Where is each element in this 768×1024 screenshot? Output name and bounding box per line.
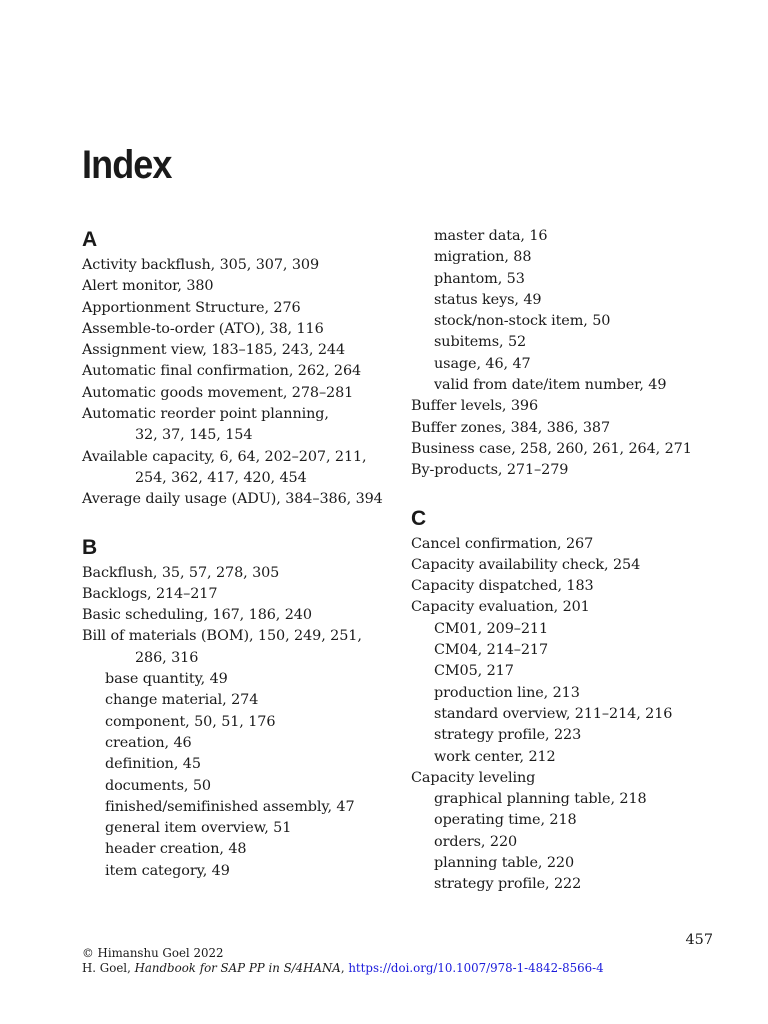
citation-line — [82, 961, 604, 976]
index-subentry: planning table, 220 — [434, 855, 574, 872]
index-entry: Buffer zones, 384, 386, 387 — [411, 419, 611, 436]
index-subentry: general item overview, 51 — [105, 820, 292, 837]
index-column-right — [411, 226, 731, 896]
index-subentry: status keys, 49 — [434, 291, 542, 308]
index-entry: Apportionment Structure, 276 — [82, 299, 301, 316]
footer — [82, 946, 604, 975]
index-entry: Capacity leveling — [411, 769, 536, 786]
index-entry: Backlogs, 214–217 — [82, 585, 218, 602]
index-entry: Business case, 258, 260, 261, 264, 271 — [411, 440, 692, 457]
index-entry-continuation: 32, 37, 145, 154 — [135, 427, 253, 444]
index-subentry: CM04, 214–217 — [434, 642, 549, 659]
index-entry: Alert monitor, 380 — [82, 278, 214, 295]
index-subentry: stock/non-stock item, 50 — [434, 313, 611, 330]
index-subentry: work center, 212 — [434, 748, 556, 765]
index-subentry: CM01, 209–211 — [434, 620, 549, 637]
doi-link[interactable]: https://doi.org/10.1007/978-1-4842-8566-4 — [348, 960, 604, 975]
index-subentry: subitems, 52 — [434, 334, 527, 351]
index-entry: Capacity evaluation, 201 — [411, 599, 590, 616]
index-subentry: valid from date/item number, 49 — [434, 377, 667, 394]
index-entry: Automatic goods movement, 278–281 — [82, 384, 354, 401]
index-entry: Automatic final confirmation, 262, 264 — [82, 363, 362, 380]
index-entry: Buffer levels, 396 — [411, 398, 539, 415]
citation-separator: , — [340, 960, 349, 975]
index-subentry: header creation, 48 — [105, 841, 247, 858]
index-subentry: orders, 220 — [434, 833, 518, 850]
page-title: Index — [82, 143, 172, 187]
index-subentry: creation, 46 — [105, 734, 192, 751]
index-entry: Capacity availability check, 254 — [411, 556, 641, 573]
section-letter-c: C — [411, 506, 427, 530]
index-entry-continuation: 286, 316 — [135, 649, 199, 666]
section-letter-b: B — [82, 535, 98, 559]
index-subentry: graphical planning table, 218 — [434, 791, 647, 808]
index-subentry: strategy profile, 223 — [434, 727, 582, 744]
index-subentry: phantom, 53 — [434, 270, 525, 287]
page-number: 457 — [685, 932, 713, 948]
book-title: Handbook for SAP PP in S/4HANA — [134, 960, 341, 975]
index-subentry: standard overview, 211–214, 216 — [434, 705, 673, 722]
index-entry-continuation: 254, 362, 417, 420, 454 — [135, 469, 307, 486]
index-entry: Backflush, 35, 57, 278, 305 — [82, 564, 280, 581]
copyright-line: © Himanshu Goel 2022 — [82, 946, 224, 960]
index-subentry: migration, 88 — [434, 249, 532, 266]
index-entry: Available capacity, 6, 64, 202–207, 211, — [82, 448, 367, 465]
index-subentry: base quantity, 49 — [105, 671, 228, 688]
index-entry: Bill of materials (BOM), 150, 249, 251, — [82, 628, 362, 645]
index-entry: Average daily usage (ADU), 384–386, 394 — [82, 491, 383, 508]
index-entry: Cancel confirmation, 267 — [411, 535, 594, 552]
section-letter-a: A — [82, 228, 98, 251]
index-entry: Basic scheduling, 167, 186, 240 — [82, 607, 312, 624]
index-subentry: item category, 49 — [105, 862, 230, 879]
index-subentry: CM05, 217 — [434, 663, 514, 680]
index-column-left — [82, 226, 402, 882]
index-entry: Capacity dispatched, 183 — [411, 578, 594, 595]
index-subentry: finished/semifinished assembly, 47 — [105, 798, 355, 815]
index-entry: Activity backflush, 305, 307, 309 — [82, 257, 320, 273]
index-subentry: definition, 45 — [105, 756, 201, 773]
index-subentry: strategy profile, 222 — [434, 876, 582, 893]
index-entry: Assemble-to-order (ATO), 38, 116 — [82, 320, 324, 337]
citation-author: H. Goel, — [82, 960, 135, 975]
index-subentry: operating time, 218 — [434, 812, 577, 829]
index-subentry: production line, 213 — [434, 684, 580, 701]
index-entry: Automatic reorder point planning, — [82, 406, 329, 423]
index-subentry: component, 50, 51, 176 — [105, 713, 276, 730]
index-entry: Assignment view, 183–185, 243, 244 — [82, 342, 346, 359]
index-subentry: change material, 274 — [105, 692, 259, 709]
index-entry: By-products, 271–279 — [411, 462, 569, 479]
index-subentry: usage, 46, 47 — [434, 355, 531, 372]
index-subentry: master data, 16 — [434, 228, 548, 244]
index-subentry: documents, 50 — [105, 777, 211, 794]
